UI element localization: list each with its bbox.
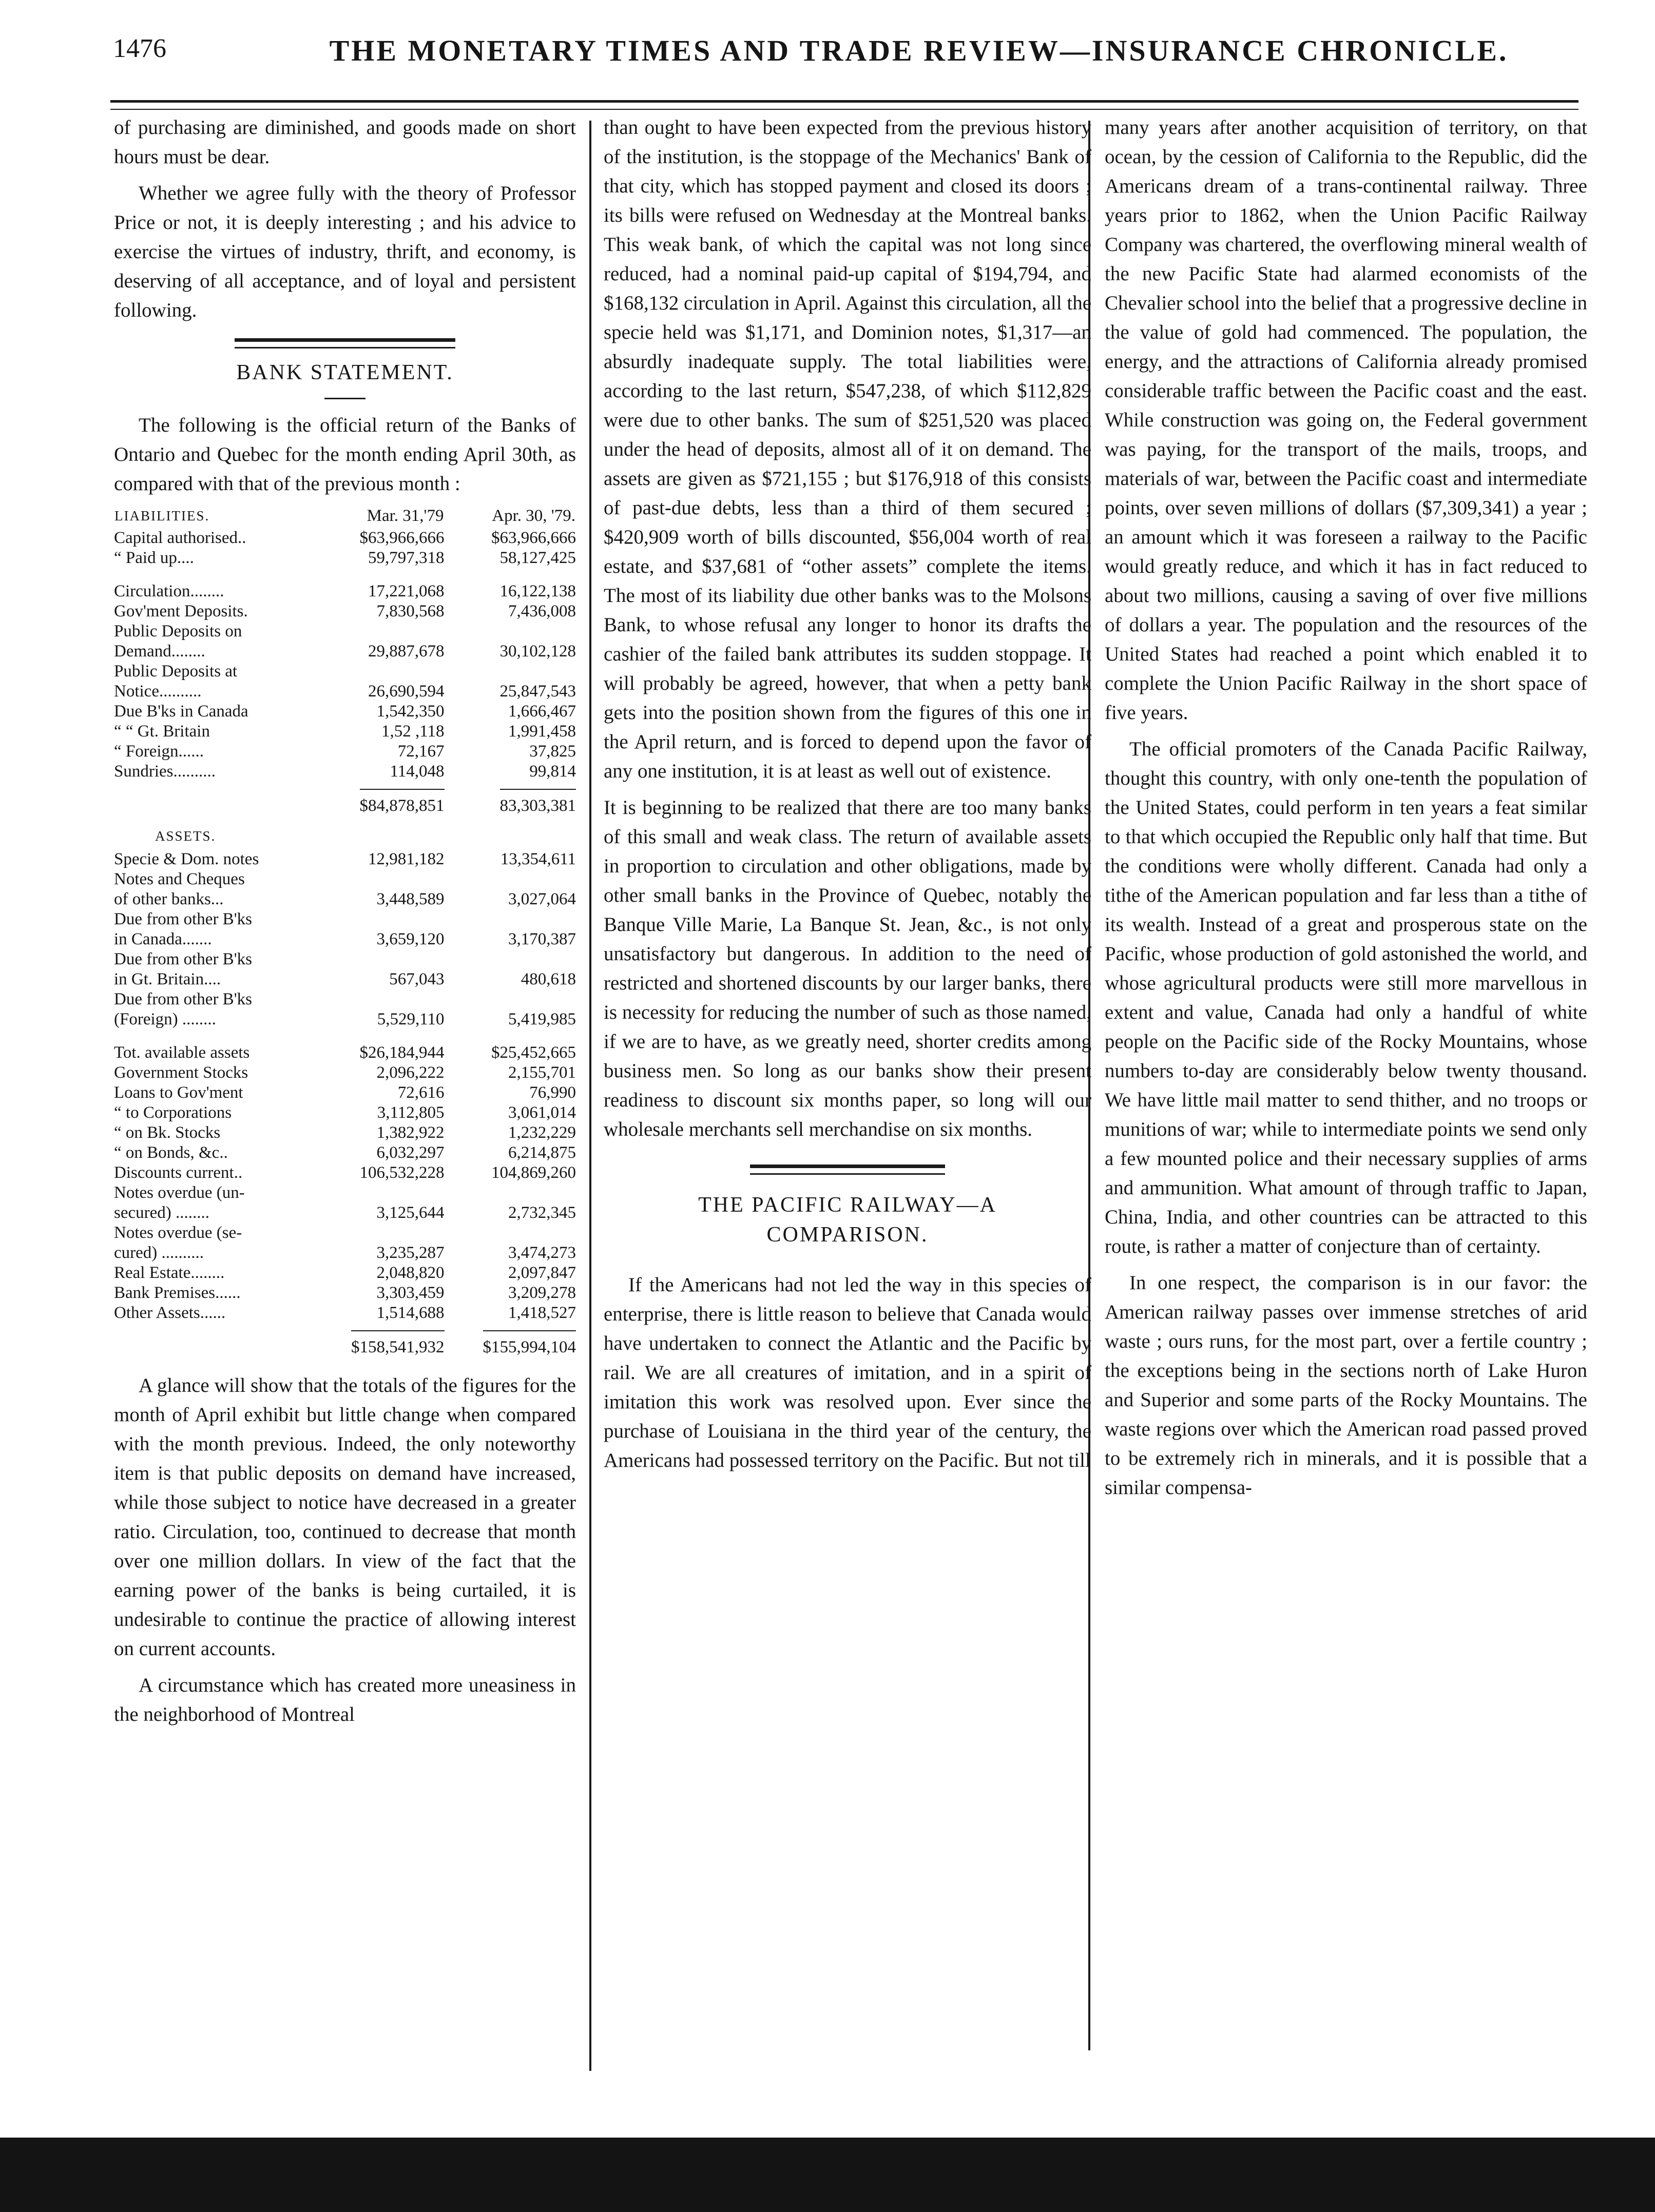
- table-row: [114, 1063, 576, 1083]
- row-label: Tot. available assets: [114, 1043, 250, 1062]
- row-label: in Canada.......: [114, 930, 212, 948]
- table-header-row: [114, 506, 576, 528]
- table-row: [114, 1043, 576, 1063]
- table-row: [114, 1010, 576, 1030]
- row-value-mar: 1,52 ,118: [381, 722, 445, 741]
- row-label: Notes overdue (un-: [114, 1183, 245, 1202]
- row-value-apr: 37,825: [529, 742, 576, 761]
- row-value-apr: 30,102,128: [499, 642, 576, 661]
- row-value-mar: 6,032,297: [376, 1143, 445, 1162]
- row-value-mar: [313, 662, 445, 682]
- row-value-mar: 3,112,805: [377, 1103, 445, 1122]
- row-value-apr: 13,354,611: [500, 850, 576, 868]
- row-label: Other Assets......: [114, 1304, 226, 1322]
- table-row: [114, 528, 576, 548]
- row-label: Specie & Dom. notes: [114, 850, 259, 868]
- row-value-mar: 3,125,644: [376, 1204, 445, 1222]
- column-rule-left: [589, 121, 591, 2071]
- row-value-mar: 12,981,182: [368, 850, 445, 868]
- table-row: [114, 1303, 576, 1323]
- row-value-mar: 59,797,318: [368, 549, 445, 567]
- row-value-apr: $63,966,666: [491, 529, 576, 547]
- row-value-mar: 1,514,688: [376, 1304, 445, 1322]
- row-label: “ to Corporations: [114, 1103, 232, 1122]
- row-value-apr: [445, 949, 576, 969]
- table-row: [114, 702, 576, 722]
- row-label: Notes and Cheques: [114, 870, 245, 888]
- row-value-apr: 3,474,273: [508, 1244, 576, 1262]
- bank-statement-heading: BANK STATEMENT.: [236, 361, 454, 384]
- row-value-apr: [445, 622, 576, 642]
- row-label: Capital authorised..: [114, 529, 246, 547]
- total-liabilities-apr: 83,303,381: [500, 789, 576, 816]
- row-label: cured) ..........: [114, 1244, 204, 1262]
- row-label: Gov'ment Deposits.: [114, 602, 248, 620]
- total-liabilities-row: [114, 782, 576, 821]
- row-label: “ “ Gt. Britain: [114, 722, 210, 741]
- table-row: [114, 722, 576, 742]
- row-value-mar: [313, 909, 445, 929]
- page-header: [0, 28, 1655, 85]
- table-row: [114, 969, 576, 989]
- row-value-apr: 1,232,229: [508, 1123, 576, 1142]
- paragraph-promoters: The official promoters of the Canada Pacific Railway, thought this country, with only one-tenth the population of the United States, could perform in ten years a feat similar to that which occupied the Republic only half that time. But the conditions were wholly different. Canada had only a tithe of the American population and far less than a tithe of its wealth. Instead of a great and prosperous state on the Pacific, whose production of gold astonished the world, and whose agricultural products were still more marvellous in extent and value, Canada had only a handful of white people on the Pacific side of the Rocky Mountains, whose numbers to-day are considerably below twenty thousand. We have little mail matter to send thither, and no troops or munitions of war; while to intermediate points we send only a few mounted police and their necessary supplies of arms and ammunition. What amount of through traffic to Japan, China, India, and other countries can be attracted to this route, is rather a matter of conjecture than of certainty.: [1105, 738, 1587, 1257]
- row-value-apr: 5,419,985: [508, 1010, 576, 1029]
- row-value-apr: 2,155,701: [508, 1063, 576, 1082]
- total-assets-mar: $158,541,932: [351, 1330, 445, 1357]
- spacer-row: [114, 1030, 576, 1043]
- row-value-apr: 2,097,847: [508, 1264, 576, 1282]
- total-assets-row: [114, 1323, 576, 1363]
- table-row: [114, 762, 576, 782]
- row-value-mar: 5,529,110: [377, 1010, 445, 1029]
- table-row: [114, 1123, 576, 1143]
- table-row: [114, 929, 576, 949]
- row-label: of other banks...: [114, 890, 224, 908]
- table-row: [114, 642, 576, 662]
- running-head-title: THE MONETARY TIMES AND TRADE REVIEW—INSURANCE CHRONICLE.: [329, 34, 1509, 67]
- total-liabilities-mar: $84,878,851: [360, 789, 445, 816]
- column-header-mar: Mar. 31,'79: [367, 507, 444, 525]
- row-value-apr: 2,732,345: [508, 1204, 576, 1222]
- row-label: Notes overdue (se-: [114, 1224, 242, 1242]
- row-value-mar: [313, 989, 445, 1010]
- row-value-mar: 1,382,922: [376, 1123, 445, 1142]
- total-assets-apr: $155,994,104: [483, 1330, 576, 1357]
- heading-dash: [324, 398, 365, 399]
- paragraph-pacific-intro: If the Americans had not led the way in this species of enterprise, there is little reason to believe that Canada would have undertaken to connect the Atlantic and the Pacific by rail. We are all creatures of imitation, and in a spirit of imitation this work was resolved upon. Ever since the purchase of Louisiana in the third year of the century, the Americans had possessed territory on the Pacific. But not till: [604, 1274, 1091, 1471]
- row-value-mar: [313, 1183, 445, 1203]
- table-row: [114, 1283, 576, 1303]
- table-row: [114, 682, 576, 702]
- row-value-apr: $25,452,665: [491, 1043, 576, 1062]
- paragraph-comparison: In one respect, the comparison is in our favor: the American railway passes over immense stretches of arid waste ; ours runs, for the most part, over a fertile country ; the exceptions being in the sections north of Lake Huron and Superior and some parts of the Rocky Mountains. The waste regions over which the American road passed proved to be extremely rich in minerals, and it is possible that a similar compensa-: [1105, 1272, 1587, 1499]
- paragraph-trans-continental: many years after another acquisition of territory, on that ocean, by the cession of California to the Republic, did the Americans dream of a trans-continental railway. Three years prior to 1862, when the Union Pacific Railway Company was chartered, the overflowing mineral wealth of the new Pacific State had alarmed economists of the Chevalier school into the belief that a progressive decline in the value of gold had commenced. The population, the energy, and the attractions of California already promised considerable traffic between the Pacific coast and the east. While construction was going on, the Federal government was paying, for the transport of the mails, troops, and materials of war, between the Pacific coast and intermediate points, over seven millions of dollars ($7,309,341) a year ; an amount which it was foreseen a railway to the Pacific would greatly reduce, and which it has in fact reduced to about two millions, causing a saving of over five millions of dollars a year. The population and the resources of the United States had reached a point which enabled it to complete the Union Pacific Railway in the short space of five years.: [1105, 117, 1587, 724]
- spacer-row: [114, 568, 576, 581]
- row-label: Due from other B'ks: [114, 950, 252, 968]
- row-value-mar: [313, 949, 445, 969]
- bank-statement-table: [114, 506, 576, 1363]
- row-value-mar: [313, 869, 445, 889]
- column-header-apr: Apr. 30, '79.: [492, 507, 575, 525]
- row-value-apr: 3,027,064: [508, 890, 576, 908]
- paragraph-circumstance: A circumstance which has created more uneasiness in the neighborhood of Montreal: [114, 1674, 576, 1725]
- row-value-mar: 2,048,820: [376, 1264, 445, 1282]
- table-row: [114, 1223, 576, 1243]
- row-label: Bank Premises......: [114, 1284, 241, 1302]
- row-value-mar: [313, 1223, 445, 1243]
- row-value-apr: 58,127,425: [499, 549, 576, 567]
- row-value-apr: [445, 1223, 576, 1243]
- pacific-railway-heading: THE PACIFIC RAILWAY—A COMPARISON.: [698, 1193, 997, 1247]
- row-value-apr: 76,990: [529, 1083, 576, 1102]
- row-label: Public Deposits on: [114, 622, 242, 641]
- row-value-mar: 106,532,228: [359, 1163, 445, 1182]
- row-value-apr: 25,847,543: [499, 682, 576, 701]
- table-row: [114, 1263, 576, 1283]
- row-value-apr: 6,214,875: [508, 1143, 576, 1162]
- row-label: Loans to Gov'ment: [114, 1083, 243, 1102]
- table-row: [114, 1163, 576, 1183]
- row-label: Due B'ks in Canada: [114, 702, 248, 721]
- row-value-mar: 29,887,678: [368, 642, 445, 661]
- table-row: [114, 581, 576, 601]
- row-label: secured) ........: [114, 1204, 210, 1222]
- row-value-mar: 26,690,594: [368, 682, 445, 701]
- row-label: Public Deposits at: [114, 662, 238, 681]
- table-row: [114, 909, 576, 929]
- table-row: [114, 869, 576, 889]
- assets-label-row: [114, 821, 576, 849]
- row-value-apr: 1,418,527: [508, 1304, 576, 1322]
- row-value-mar: 3,235,287: [376, 1244, 445, 1262]
- row-label: Notice..........: [114, 682, 202, 701]
- row-label: Discounts current..: [114, 1163, 243, 1182]
- row-value-mar: 72,616: [397, 1083, 445, 1102]
- row-value-apr: 104,869,260: [491, 1163, 576, 1182]
- row-label: (Foreign) ........: [114, 1010, 216, 1029]
- paragraph-intro: of purchasing are diminished, and goods made on short hours must be dear.: [114, 117, 576, 168]
- row-value-apr: 7,436,008: [508, 602, 576, 620]
- row-value-apr: [445, 1183, 576, 1203]
- table-row: [114, 989, 576, 1010]
- row-label: Sundries..........: [114, 762, 216, 781]
- liabilities-label: LIABILITIES.: [114, 508, 210, 523]
- row-value-mar: 3,448,589: [376, 890, 445, 908]
- paragraph-glance: A glance will show that the totals of the figures for the month of April exhibit but little change when compared with the month previous. Indeed, the only noteworthy item is that public deposits on demand have increased, while those subject to notice have decreased in a greater ratio. Circulation, too, continued to decrease that month over one million dollars. In view of the fact that the earning power of the banks is being curtailed, it is undesirable to continue the practice of allowing interest on current accounts.: [114, 1374, 576, 1660]
- row-value-apr: 3,170,387: [508, 930, 576, 948]
- assets-label: ASSETS.: [155, 828, 216, 844]
- header-rule-thick: [110, 100, 1579, 103]
- row-label: “ on Bk. Stocks: [114, 1123, 221, 1142]
- row-value-apr: 480,618: [521, 970, 576, 988]
- table-row: [114, 1083, 576, 1103]
- section-ornament: [235, 338, 455, 348]
- row-value-mar: 2,096,222: [376, 1063, 445, 1082]
- row-label: Demand........: [114, 642, 205, 661]
- table-row: [114, 662, 576, 682]
- row-value-apr: [445, 662, 576, 682]
- row-value-apr: [445, 989, 576, 1010]
- table-row: [114, 949, 576, 969]
- row-value-mar: [313, 622, 445, 642]
- row-value-apr: [445, 869, 576, 889]
- row-label: “ Foreign......: [114, 742, 204, 761]
- row-value-mar: 114,048: [390, 762, 445, 781]
- column-2: [604, 113, 1091, 1482]
- table-row: [114, 1103, 576, 1123]
- table-row: [114, 622, 576, 642]
- table-row: [114, 889, 576, 909]
- row-value-apr: 3,209,278: [508, 1284, 576, 1302]
- bank-intro-paragraph: The following is the official return of the Banks of Ontario and Quebec for the month ending April 30th, as compared with that of the previous month :: [114, 414, 576, 495]
- row-value-mar: $26,184,944: [359, 1043, 445, 1062]
- section-ornament: [750, 1165, 945, 1175]
- row-label: Government Stocks: [114, 1063, 248, 1082]
- row-label: Due from other B'ks: [114, 990, 252, 1008]
- row-value-mar: 1,542,350: [376, 702, 445, 721]
- row-label: Real Estate........: [114, 1264, 225, 1282]
- table-row: [114, 1143, 576, 1163]
- table-row: [114, 548, 576, 568]
- table-row: [114, 1203, 576, 1223]
- table-row: [114, 1243, 576, 1263]
- row-value-apr: 99,814: [529, 762, 576, 781]
- column-3: [1105, 113, 1587, 1509]
- row-value-apr: 3,061,014: [508, 1103, 576, 1122]
- row-value-mar: 17,221,068: [368, 582, 445, 600]
- row-value-apr: 16,122,138: [499, 582, 576, 600]
- header-rule-thin: [110, 109, 1579, 110]
- row-label: “ Paid up....: [114, 549, 194, 567]
- row-value-mar: $63,966,666: [359, 529, 445, 547]
- paragraph-mechanics-bank: than ought to have been expected from the previous history of the institution, is the stoppage of the Mechanics' Bank of that city, which has stopped payment and closed its doors ; its bills were refused on Wednesday at the Montreal banks. This weak bank, of which the capital was not long since reduced, had a nominal paid-up capital of $194,794, and $168,132 circulation in April. Against this circulation, all the specie held was $1,171, and Dominion notes, $1,317—an absurdly inadequate supply. The total liabilities were, according to the last return, $547,238, of which $112,829 were due to other banks. The sum of $251,520 was placed under the head of deposits, almost all of it on demand. The assets are given as $721,155 ; but $176,918 of this consists of past-due debts, less than a third of them secured ; $420,909 worth of bills discounted, $56,004 worth of real estate, and $37,681 of “other assets” complete the items. The most of its liability due other banks was to the Molsons Bank, to whose refusal any longer to honor its drafts the cashier of the failed bank attributes its sudden stoppage. It will probably be agreed, however, that when a petty bank gets into the position shown from the figures of this one in the April return, and is forced to depend upon the favor of any one institution, it is at least as well out of existence.: [604, 117, 1091, 782]
- row-label: Due from other B'ks: [114, 910, 252, 928]
- row-value-mar: 7,830,568: [376, 602, 445, 620]
- row-value-mar: 72,167: [397, 742, 445, 761]
- column-1: [114, 113, 576, 1736]
- table-row: [114, 1183, 576, 1203]
- table-row: [114, 849, 576, 869]
- table-row: [114, 601, 576, 622]
- row-value-apr: [445, 909, 576, 929]
- page-number: 1476: [113, 34, 166, 63]
- row-value-mar: 3,659,120: [376, 930, 445, 948]
- row-label: “ on Bonds, &c..: [114, 1143, 228, 1162]
- scan-bottom-edge: [0, 2138, 1655, 2212]
- row-value-mar: 567,043: [389, 970, 445, 988]
- paragraph-price: Whether we agree fully with the theory of Professor Price or not, it is deeply interesting ; and his advice to exercise the virtues of industry, thrift, and economy, is deserving of all acceptance, and of loyal and persistent following.: [114, 182, 576, 321]
- row-label: in Gt. Britain....: [114, 970, 221, 988]
- row-value-apr: 1,991,458: [508, 722, 576, 741]
- row-value-mar: 3,303,459: [376, 1284, 445, 1302]
- paragraph-small-banks: It is beginning to be realized that there are too many banks of this small and weak class. The return of available assets in proportion to circulation and other obligations, made by other small banks in the Province of Quebec, notably the Banque Ville Marie, La Banque St. Jean, &c., is not only unsatisfactory but dangerous. In addition to the need of restricted and shortened discounts by our larger banks, there is necessity for reducing the number of such as those named, if we are to have, as we greatly need, shorter credits among business men. So long as our banks show their present readiness to discount six months paper, so long will our wholesale merchants sell merchandise on six months.: [604, 797, 1091, 1140]
- row-value-apr: 1,666,467: [508, 702, 576, 721]
- row-label: Circulation........: [114, 582, 224, 600]
- table-row: [114, 742, 576, 762]
